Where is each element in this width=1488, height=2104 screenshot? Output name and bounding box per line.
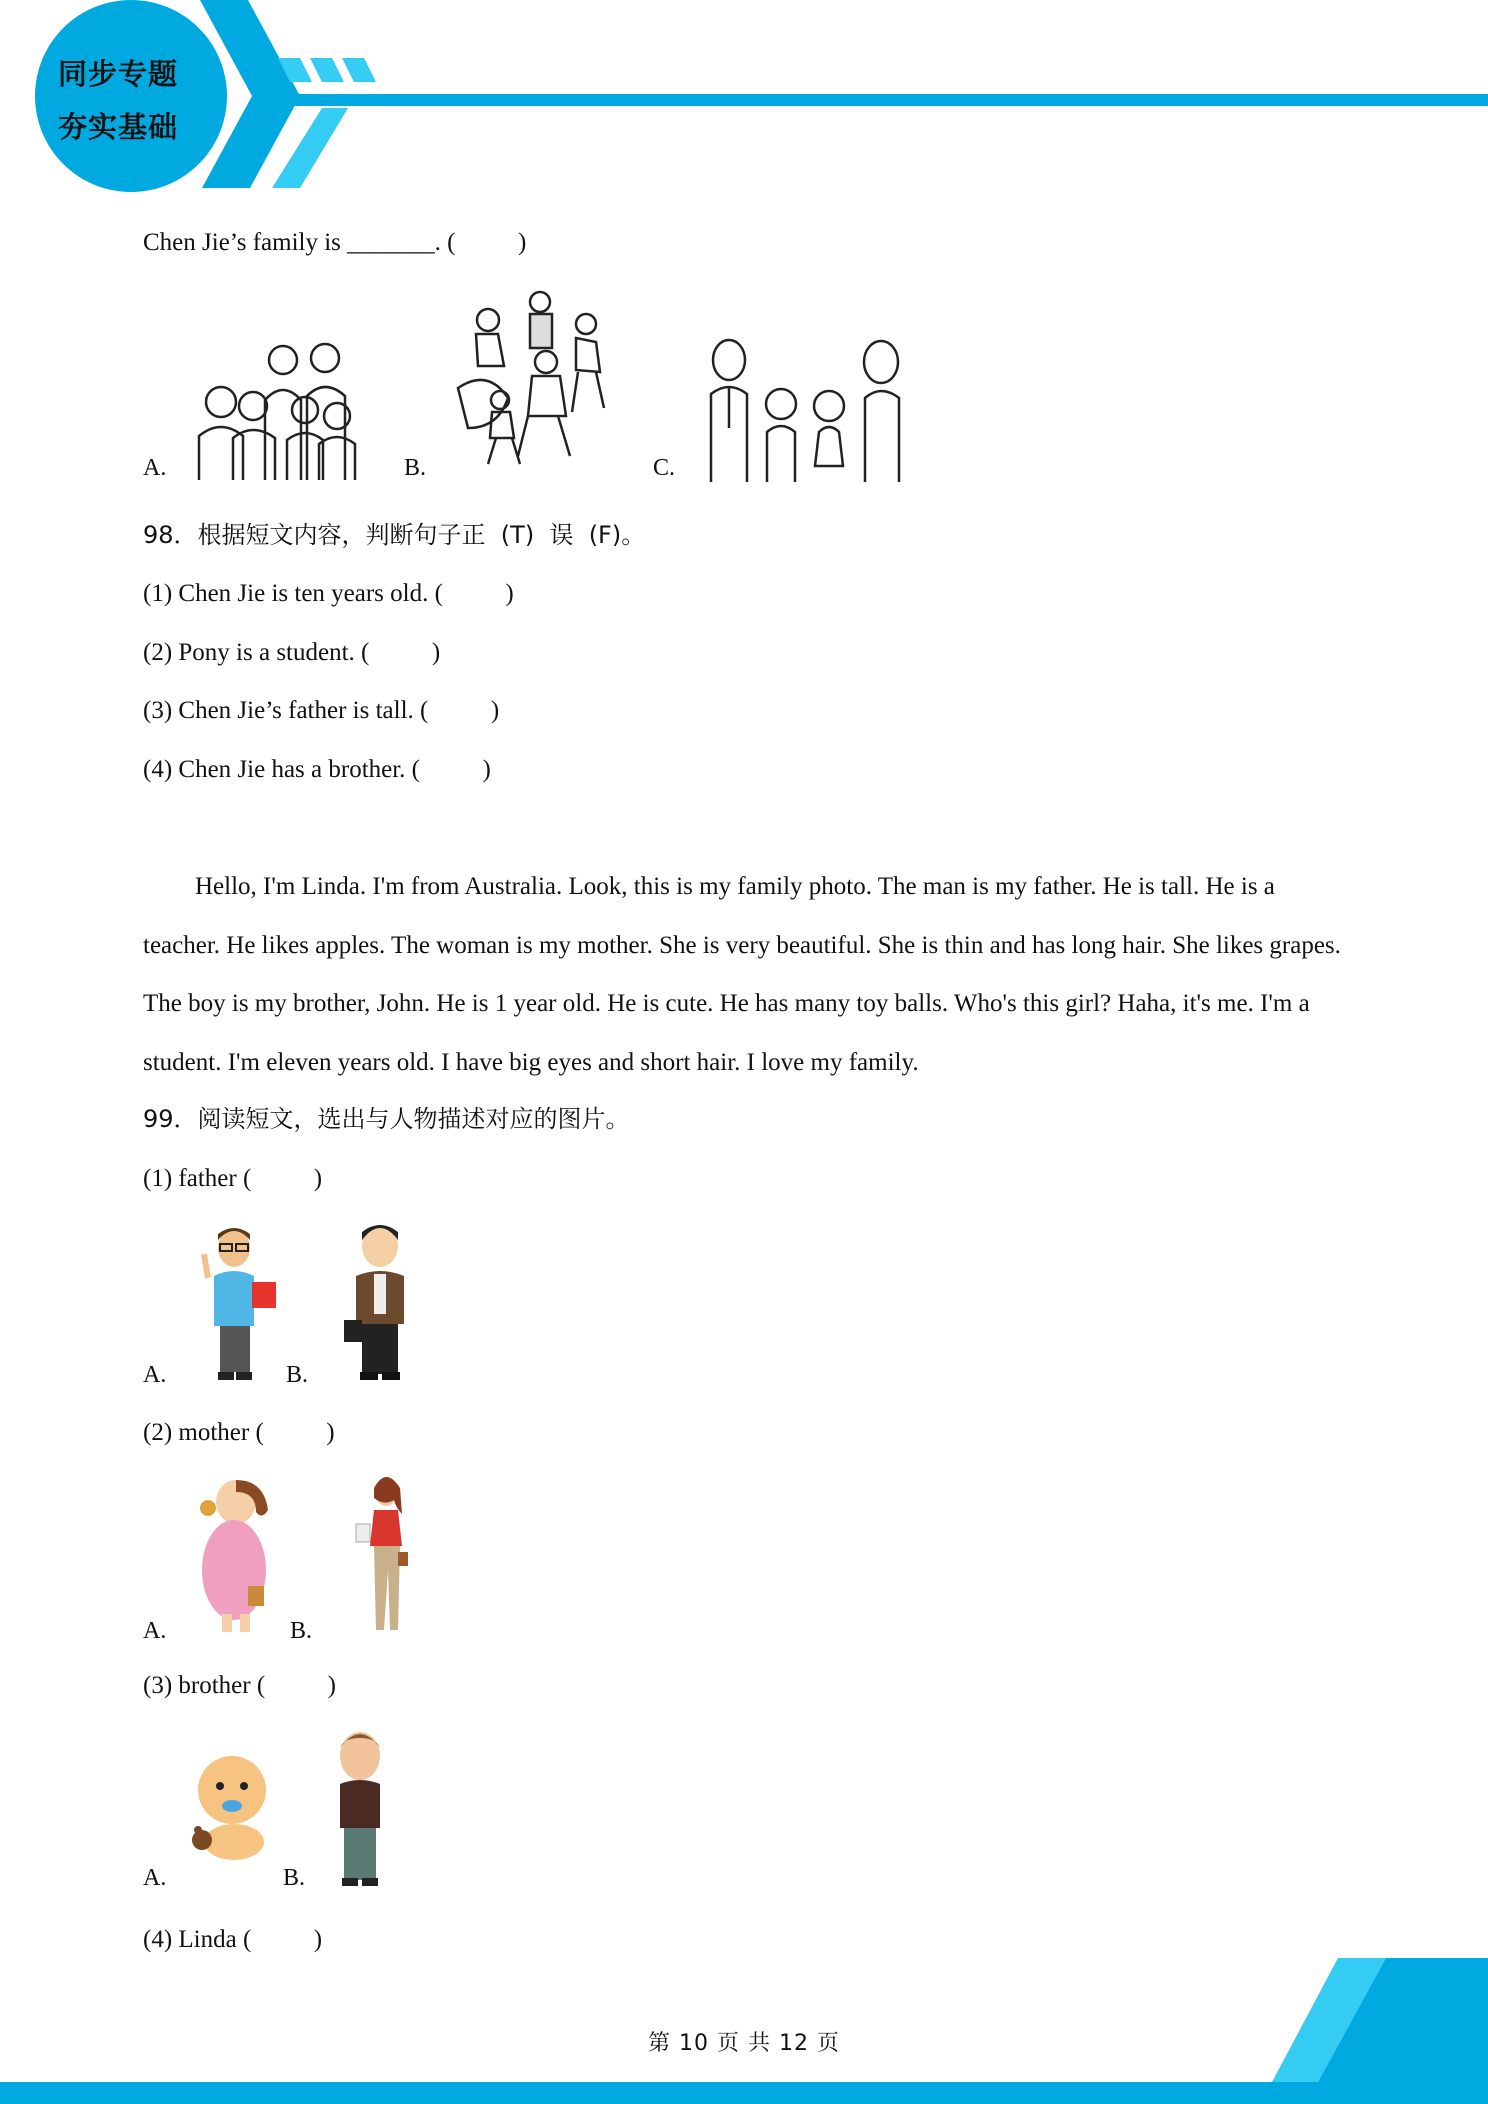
q99-item-1-stem: (1) father ( ) <box>143 1165 323 1192</box>
q99-item-1-option-b: B. <box>286 1362 309 1388</box>
group-running-illustration <box>448 288 618 478</box>
question-99-title: 99．阅读短文，选出与人物描述对应的图片。 <box>143 1105 630 1133</box>
q99-item-2-option-b: B. <box>290 1618 313 1644</box>
footer-decoration <box>0 1958 1488 2104</box>
q99-item-3-stem: (3) brother ( ) <box>143 1672 336 1699</box>
q99-item-3-option-a: A. <box>143 1865 167 1891</box>
reading-passage: Hello, I'm Linda. I'm from Australia. Look, this is my family photo. The man is my father. He is tall. He is a teacher. He likes apples. The woman is my mother. She is very beautiful. She is thin and has long hair. She likes grapes. The boy is my brother, John. He is 1 year old. He is cute. He has many toy balls. Who's this girl? Haha, it's me. I'm a student. I'm eleven years old. I have big eyes and short hair. I love my family. <box>143 873 1341 1076</box>
q98-item-1: (1) Chen Jie is ten years old. ( ) <box>143 580 514 607</box>
header-banner <box>0 0 1488 200</box>
header-badge-line2: 夯实基础 <box>58 110 179 144</box>
page-number: 第 10 页 共 12 页 <box>648 2031 840 2056</box>
q98-item-3: (3) Chen Jie’s father is tall. ( ) <box>143 697 500 724</box>
slim-woman-shopping-icon <box>350 1472 420 1640</box>
option-a-label: A. <box>143 455 167 481</box>
businessman-icon <box>340 1222 416 1382</box>
fat-woman-eating-icon <box>196 1474 282 1636</box>
baby-with-pacifier-icon <box>186 1748 282 1864</box>
q99-item-4-stem: (4) Linda ( ) <box>143 1926 323 1953</box>
q98-item-2: (2) Pony is a student. ( ) <box>143 639 441 666</box>
option-c-label: C. <box>653 455 676 481</box>
option-b-label: B. <box>404 455 427 481</box>
teacher-with-book-icon <box>200 1226 284 1382</box>
header-badge-line1: 同步专题 <box>58 57 179 91</box>
family-of-four-illustration <box>705 336 909 482</box>
boy-standing-icon <box>322 1728 398 1888</box>
question-97-stem: Chen Jie’s family is _______. ( ) <box>143 229 527 256</box>
question-98-title: 98．根据短文内容，判断句子正 (T) 误 (F)。 <box>143 521 646 549</box>
q99-item-2-stem: (2) mother ( ) <box>143 1419 335 1446</box>
q99-item-3-option-b: B. <box>283 1865 306 1891</box>
q99-item-2-option-a: A. <box>143 1618 167 1644</box>
q99-item-1-option-a: A. <box>143 1362 167 1388</box>
q98-item-4: (4) Chen Jie has a brother. ( ) <box>143 756 491 783</box>
big-family-illustration <box>195 330 367 480</box>
